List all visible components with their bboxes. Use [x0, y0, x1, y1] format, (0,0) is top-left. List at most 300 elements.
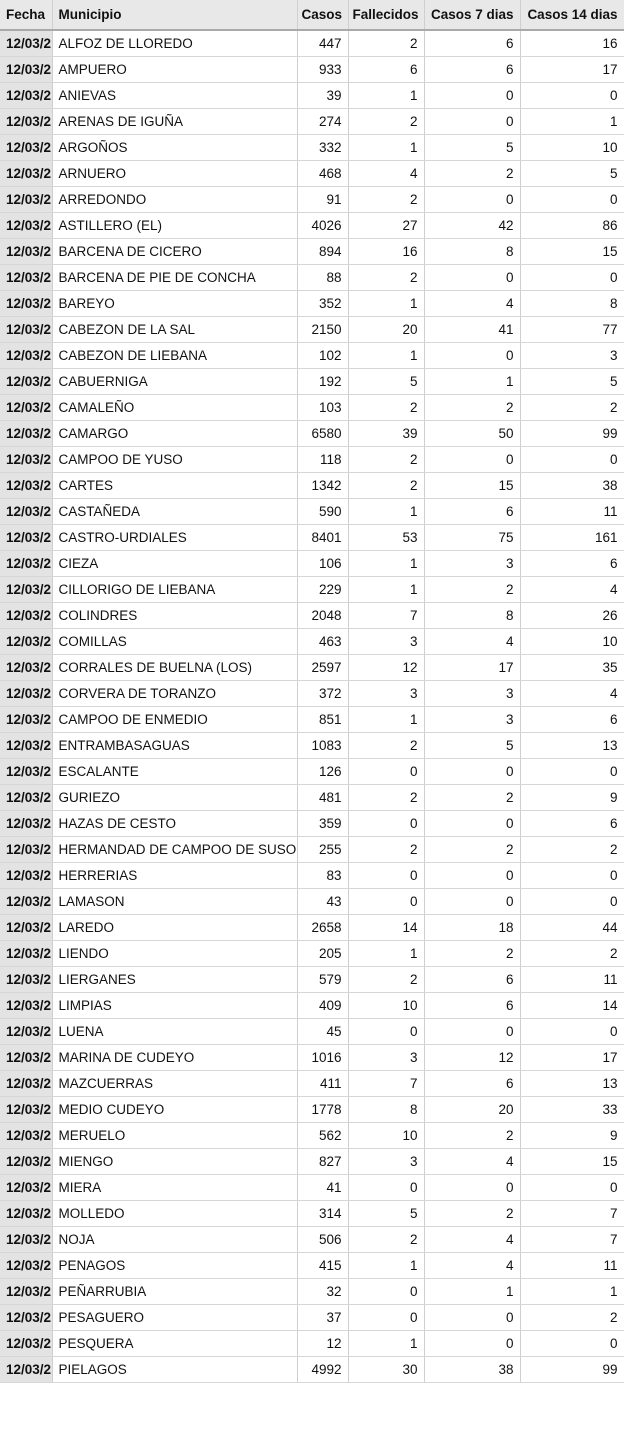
date-cell[interactable]: 12/03/2 — [0, 940, 52, 966]
casos-14-dias-cell[interactable]: 7 — [520, 1226, 624, 1252]
municipio-cell[interactable]: CILLORIGO DE LIEBANA — [52, 576, 297, 602]
casos-cell[interactable]: 8401 — [297, 524, 348, 550]
casos-14-dias-cell[interactable]: 4 — [520, 576, 624, 602]
fallecidos-cell[interactable]: 20 — [348, 316, 424, 342]
casos-cell[interactable]: 590 — [297, 498, 348, 524]
date-cell[interactable]: 12/03/2 — [0, 706, 52, 732]
date-cell[interactable]: 12/03/2 — [0, 394, 52, 420]
date-cell[interactable]: 12/03/2 — [0, 862, 52, 888]
municipio-cell[interactable]: BARCENA DE PIE DE CONCHA — [52, 264, 297, 290]
casos-7-dias-cell[interactable]: 2 — [424, 576, 520, 602]
casos-14-dias-cell[interactable]: 77 — [520, 316, 624, 342]
date-cell[interactable]: 12/03/2 — [0, 134, 52, 160]
municipio-cell[interactable]: LAMASON — [52, 888, 297, 914]
casos-7-dias-cell[interactable]: 8 — [424, 238, 520, 264]
municipio-cell[interactable]: BARCENA DE CICERO — [52, 238, 297, 264]
fallecidos-cell[interactable]: 16 — [348, 238, 424, 264]
municipio-cell[interactable]: CABUERNIGA — [52, 368, 297, 394]
date-cell[interactable]: 12/03/2 — [0, 30, 52, 56]
casos-cell[interactable]: 45 — [297, 1018, 348, 1044]
casos-14-dias-cell[interactable]: 0 — [520, 82, 624, 108]
casos-cell[interactable]: 851 — [297, 706, 348, 732]
casos-14-dias-cell[interactable]: 8 — [520, 290, 624, 316]
casos-7-dias-cell[interactable]: 1 — [424, 1278, 520, 1304]
fallecidos-cell[interactable]: 2 — [348, 732, 424, 758]
fallecidos-cell[interactable]: 10 — [348, 1122, 424, 1148]
casos-14-dias-cell[interactable]: 2 — [520, 940, 624, 966]
casos-cell[interactable]: 106 — [297, 550, 348, 576]
municipio-cell[interactable]: COLINDRES — [52, 602, 297, 628]
casos-7-dias-cell[interactable]: 42 — [424, 212, 520, 238]
column-header-municipio[interactable]: Municipio — [52, 0, 297, 30]
municipio-cell[interactable]: ARNUERO — [52, 160, 297, 186]
casos-7-dias-cell[interactable]: 0 — [424, 758, 520, 784]
casos-cell[interactable]: 481 — [297, 784, 348, 810]
casos-cell[interactable]: 468 — [297, 160, 348, 186]
date-cell[interactable]: 12/03/2 — [0, 1122, 52, 1148]
date-cell[interactable]: 12/03/2 — [0, 160, 52, 186]
casos-14-dias-cell[interactable]: 15 — [520, 238, 624, 264]
casos-cell[interactable]: 314 — [297, 1200, 348, 1226]
date-cell[interactable]: 12/03/2 — [0, 420, 52, 446]
date-cell[interactable]: 12/03/2 — [0, 810, 52, 836]
municipio-cell[interactable]: CABEZON DE LA SAL — [52, 316, 297, 342]
municipio-cell[interactable]: CARTES — [52, 472, 297, 498]
municipio-cell[interactable]: COMILLAS — [52, 628, 297, 654]
fallecidos-cell[interactable]: 3 — [348, 628, 424, 654]
date-cell[interactable]: 12/03/2 — [0, 784, 52, 810]
casos-7-dias-cell[interactable]: 75 — [424, 524, 520, 550]
fallecidos-cell[interactable]: 5 — [348, 368, 424, 394]
fallecidos-cell[interactable]: 2 — [348, 784, 424, 810]
casos-7-dias-cell[interactable]: 6 — [424, 56, 520, 82]
casos-7-dias-cell[interactable]: 0 — [424, 264, 520, 290]
fallecidos-cell[interactable]: 2 — [348, 264, 424, 290]
casos-14-dias-cell[interactable]: 6 — [520, 550, 624, 576]
municipio-cell[interactable]: CAMALEÑO — [52, 394, 297, 420]
casos-14-dias-cell[interactable]: 0 — [520, 862, 624, 888]
casos-7-dias-cell[interactable]: 15 — [424, 472, 520, 498]
fallecidos-cell[interactable]: 2 — [348, 394, 424, 420]
date-cell[interactable]: 12/03/2 — [0, 1226, 52, 1252]
casos-14-dias-cell[interactable]: 6 — [520, 810, 624, 836]
municipio-cell[interactable]: CAMPOO DE ENMEDIO — [52, 706, 297, 732]
casos-cell[interactable]: 562 — [297, 1122, 348, 1148]
fallecidos-cell[interactable]: 7 — [348, 602, 424, 628]
casos-14-dias-cell[interactable]: 99 — [520, 1356, 624, 1382]
municipio-cell[interactable]: GURIEZO — [52, 784, 297, 810]
casos-cell[interactable]: 579 — [297, 966, 348, 992]
casos-14-dias-cell[interactable]: 0 — [520, 264, 624, 290]
date-cell[interactable]: 12/03/2 — [0, 1148, 52, 1174]
casos-14-dias-cell[interactable]: 2 — [520, 394, 624, 420]
casos-7-dias-cell[interactable]: 12 — [424, 1044, 520, 1070]
fallecidos-cell[interactable]: 1 — [348, 82, 424, 108]
fallecidos-cell[interactable]: 5 — [348, 1200, 424, 1226]
date-cell[interactable]: 12/03/2 — [0, 1044, 52, 1070]
casos-cell[interactable]: 332 — [297, 134, 348, 160]
casos-cell[interactable]: 6580 — [297, 420, 348, 446]
date-cell[interactable]: 12/03/2 — [0, 186, 52, 212]
casos-cell[interactable]: 2048 — [297, 602, 348, 628]
fallecidos-cell[interactable]: 1 — [348, 342, 424, 368]
casos-14-dias-cell[interactable]: 10 — [520, 134, 624, 160]
municipio-cell[interactable]: MAZCUERRAS — [52, 1070, 297, 1096]
casos-14-dias-cell[interactable]: 0 — [520, 186, 624, 212]
casos-14-dias-cell[interactable]: 5 — [520, 160, 624, 186]
date-cell[interactable]: 12/03/2 — [0, 732, 52, 758]
casos-cell[interactable]: 2150 — [297, 316, 348, 342]
fallecidos-cell[interactable]: 30 — [348, 1356, 424, 1382]
fallecidos-cell[interactable]: 12 — [348, 654, 424, 680]
casos-7-dias-cell[interactable]: 3 — [424, 680, 520, 706]
municipio-cell[interactable]: CASTRO-URDIALES — [52, 524, 297, 550]
municipio-cell[interactable]: LIENDO — [52, 940, 297, 966]
casos-cell[interactable]: 372 — [297, 680, 348, 706]
casos-7-dias-cell[interactable]: 0 — [424, 888, 520, 914]
date-cell[interactable]: 12/03/2 — [0, 1018, 52, 1044]
casos-cell[interactable]: 506 — [297, 1226, 348, 1252]
casos-7-dias-cell[interactable]: 6 — [424, 498, 520, 524]
fallecidos-cell[interactable]: 2 — [348, 186, 424, 212]
municipio-cell[interactable]: BAREYO — [52, 290, 297, 316]
column-header-casos[interactable]: Casos — [297, 0, 348, 30]
fallecidos-cell[interactable]: 0 — [348, 862, 424, 888]
casos-14-dias-cell[interactable]: 5 — [520, 368, 624, 394]
casos-7-dias-cell[interactable]: 8 — [424, 602, 520, 628]
casos-cell[interactable]: 32 — [297, 1278, 348, 1304]
municipio-cell[interactable]: MARINA DE CUDEYO — [52, 1044, 297, 1070]
casos-cell[interactable]: 88 — [297, 264, 348, 290]
fallecidos-cell[interactable]: 1 — [348, 1252, 424, 1278]
municipio-cell[interactable]: PESQUERA — [52, 1330, 297, 1356]
casos-cell[interactable]: 2597 — [297, 654, 348, 680]
casos-cell[interactable]: 415 — [297, 1252, 348, 1278]
fallecidos-cell[interactable]: 7 — [348, 1070, 424, 1096]
casos-cell[interactable]: 933 — [297, 56, 348, 82]
municipio-cell[interactable]: CORRALES DE BUELNA (LOS) — [52, 654, 297, 680]
casos-cell[interactable]: 118 — [297, 446, 348, 472]
casos-cell[interactable]: 409 — [297, 992, 348, 1018]
date-cell[interactable]: 12/03/2 — [0, 654, 52, 680]
casos-14-dias-cell[interactable]: 3 — [520, 342, 624, 368]
fallecidos-cell[interactable]: 2 — [348, 472, 424, 498]
casos-7-dias-cell[interactable]: 4 — [424, 628, 520, 654]
casos-14-dias-cell[interactable]: 38 — [520, 472, 624, 498]
casos-7-dias-cell[interactable]: 18 — [424, 914, 520, 940]
fallecidos-cell[interactable]: 2 — [348, 966, 424, 992]
casos-7-dias-cell[interactable]: 6 — [424, 1070, 520, 1096]
casos-7-dias-cell[interactable]: 0 — [424, 1304, 520, 1330]
casos-14-dias-cell[interactable]: 16 — [520, 30, 624, 56]
date-cell[interactable]: 12/03/2 — [0, 836, 52, 862]
column-header-casos-14-dias[interactable]: Casos 14 dias — [520, 0, 624, 30]
casos-7-dias-cell[interactable]: 6 — [424, 992, 520, 1018]
column-header-fallecidos[interactable]: Fallecidos — [348, 0, 424, 30]
fallecidos-cell[interactable]: 2 — [348, 108, 424, 134]
municipio-cell[interactable]: ANIEVAS — [52, 82, 297, 108]
date-cell[interactable]: 12/03/2 — [0, 342, 52, 368]
casos-7-dias-cell[interactable]: 2 — [424, 160, 520, 186]
casos-14-dias-cell[interactable]: 0 — [520, 1174, 624, 1200]
casos-7-dias-cell[interactable]: 4 — [424, 290, 520, 316]
casos-cell[interactable]: 205 — [297, 940, 348, 966]
municipio-cell[interactable]: LIERGANES — [52, 966, 297, 992]
fallecidos-cell[interactable]: 0 — [348, 1278, 424, 1304]
fallecidos-cell[interactable]: 0 — [348, 810, 424, 836]
casos-7-dias-cell[interactable]: 0 — [424, 82, 520, 108]
fallecidos-cell[interactable]: 10 — [348, 992, 424, 1018]
casos-cell[interactable]: 37 — [297, 1304, 348, 1330]
casos-7-dias-cell[interactable]: 2 — [424, 1122, 520, 1148]
fallecidos-cell[interactable]: 8 — [348, 1096, 424, 1122]
municipio-cell[interactable]: PENAGOS — [52, 1252, 297, 1278]
casos-14-dias-cell[interactable]: 11 — [520, 1252, 624, 1278]
municipio-cell[interactable]: ALFOZ DE LLOREDO — [52, 30, 297, 56]
fallecidos-cell[interactable]: 53 — [348, 524, 424, 550]
casos-14-dias-cell[interactable]: 11 — [520, 498, 624, 524]
date-cell[interactable]: 12/03/2 — [0, 446, 52, 472]
casos-cell[interactable]: 39 — [297, 82, 348, 108]
fallecidos-cell[interactable]: 6 — [348, 56, 424, 82]
fallecidos-cell[interactable]: 0 — [348, 758, 424, 784]
fallecidos-cell[interactable]: 27 — [348, 212, 424, 238]
casos-14-dias-cell[interactable]: 0 — [520, 888, 624, 914]
casos-14-dias-cell[interactable]: 0 — [520, 758, 624, 784]
date-cell[interactable]: 12/03/2 — [0, 550, 52, 576]
date-cell[interactable]: 12/03/2 — [0, 680, 52, 706]
municipio-cell[interactable]: PIELAGOS — [52, 1356, 297, 1382]
casos-7-dias-cell[interactable]: 0 — [424, 446, 520, 472]
date-cell[interactable]: 12/03/2 — [0, 914, 52, 940]
casos-7-dias-cell[interactable]: 4 — [424, 1148, 520, 1174]
date-cell[interactable]: 12/03/2 — [0, 758, 52, 784]
casos-7-dias-cell[interactable]: 0 — [424, 108, 520, 134]
fallecidos-cell[interactable]: 2 — [348, 1226, 424, 1252]
date-cell[interactable]: 12/03/2 — [0, 1070, 52, 1096]
column-header-casos-7-dias[interactable]: Casos 7 dias — [424, 0, 520, 30]
municipio-cell[interactable]: ASTILLERO (EL) — [52, 212, 297, 238]
casos-14-dias-cell[interactable]: 1 — [520, 1278, 624, 1304]
casos-14-dias-cell[interactable]: 0 — [520, 446, 624, 472]
casos-7-dias-cell[interactable]: 4 — [424, 1226, 520, 1252]
municipio-cell[interactable]: LIMPIAS — [52, 992, 297, 1018]
fallecidos-cell[interactable]: 1 — [348, 550, 424, 576]
casos-cell[interactable]: 103 — [297, 394, 348, 420]
municipio-cell[interactable]: CABEZON DE LIEBANA — [52, 342, 297, 368]
date-cell[interactable]: 12/03/2 — [0, 368, 52, 394]
casos-14-dias-cell[interactable]: 17 — [520, 56, 624, 82]
date-cell[interactable]: 12/03/2 — [0, 472, 52, 498]
municipio-cell[interactable]: HERMANDAD DE CAMPOO DE SUSO — [52, 836, 297, 862]
municipio-cell[interactable]: ARENAS DE IGUÑA — [52, 108, 297, 134]
fallecidos-cell[interactable]: 2 — [348, 446, 424, 472]
casos-14-dias-cell[interactable]: 26 — [520, 602, 624, 628]
fallecidos-cell[interactable]: 0 — [348, 1018, 424, 1044]
casos-14-dias-cell[interactable]: 9 — [520, 784, 624, 810]
casos-14-dias-cell[interactable]: 35 — [520, 654, 624, 680]
date-cell[interactable]: 12/03/2 — [0, 1096, 52, 1122]
casos-7-dias-cell[interactable]: 2 — [424, 836, 520, 862]
date-cell[interactable]: 12/03/2 — [0, 264, 52, 290]
casos-7-dias-cell[interactable]: 0 — [424, 1174, 520, 1200]
casos-14-dias-cell[interactable]: 1 — [520, 108, 624, 134]
municipio-cell[interactable]: HERRERIAS — [52, 862, 297, 888]
casos-cell[interactable]: 91 — [297, 186, 348, 212]
casos-cell[interactable]: 359 — [297, 810, 348, 836]
casos-7-dias-cell[interactable]: 0 — [424, 186, 520, 212]
municipio-cell[interactable]: MOLLEDO — [52, 1200, 297, 1226]
casos-14-dias-cell[interactable]: 6 — [520, 706, 624, 732]
date-cell[interactable]: 12/03/2 — [0, 992, 52, 1018]
municipio-cell[interactable]: MERUELO — [52, 1122, 297, 1148]
fallecidos-cell[interactable]: 0 — [348, 888, 424, 914]
casos-7-dias-cell[interactable]: 5 — [424, 732, 520, 758]
casos-14-dias-cell[interactable]: 10 — [520, 628, 624, 654]
casos-cell[interactable]: 12 — [297, 1330, 348, 1356]
fallecidos-cell[interactable]: 2 — [348, 836, 424, 862]
casos-cell[interactable]: 2658 — [297, 914, 348, 940]
casos-cell[interactable]: 1016 — [297, 1044, 348, 1070]
casos-7-dias-cell[interactable]: 4 — [424, 1252, 520, 1278]
casos-cell[interactable]: 463 — [297, 628, 348, 654]
column-header-fecha[interactable]: Fecha — [0, 0, 52, 30]
municipio-cell[interactable]: AMPUERO — [52, 56, 297, 82]
casos-14-dias-cell[interactable]: 7 — [520, 1200, 624, 1226]
casos-cell[interactable]: 894 — [297, 238, 348, 264]
municipio-cell[interactable]: MEDIO CUDEYO — [52, 1096, 297, 1122]
casos-7-dias-cell[interactable]: 3 — [424, 550, 520, 576]
casos-7-dias-cell[interactable]: 20 — [424, 1096, 520, 1122]
municipio-cell[interactable]: CAMPOO DE YUSO — [52, 446, 297, 472]
municipio-cell[interactable]: CIEZA — [52, 550, 297, 576]
date-cell[interactable]: 12/03/2 — [0, 628, 52, 654]
fallecidos-cell[interactable]: 1 — [348, 134, 424, 160]
casos-14-dias-cell[interactable]: 161 — [520, 524, 624, 550]
casos-14-dias-cell[interactable]: 2 — [520, 836, 624, 862]
casos-cell[interactable]: 43 — [297, 888, 348, 914]
casos-14-dias-cell[interactable]: 14 — [520, 992, 624, 1018]
fallecidos-cell[interactable]: 3 — [348, 680, 424, 706]
casos-cell[interactable]: 1342 — [297, 472, 348, 498]
casos-cell[interactable]: 126 — [297, 758, 348, 784]
casos-7-dias-cell[interactable]: 0 — [424, 862, 520, 888]
casos-cell[interactable]: 83 — [297, 862, 348, 888]
casos-7-dias-cell[interactable]: 5 — [424, 134, 520, 160]
municipio-cell[interactable]: ARREDONDO — [52, 186, 297, 212]
municipio-cell[interactable]: PEÑARRUBIA — [52, 1278, 297, 1304]
municipio-cell[interactable]: CORVERA DE TORANZO — [52, 680, 297, 706]
casos-7-dias-cell[interactable]: 2 — [424, 784, 520, 810]
casos-14-dias-cell[interactable]: 86 — [520, 212, 624, 238]
casos-7-dias-cell[interactable]: 2 — [424, 1200, 520, 1226]
casos-cell[interactable]: 4992 — [297, 1356, 348, 1382]
fallecidos-cell[interactable]: 3 — [348, 1148, 424, 1174]
casos-cell[interactable]: 102 — [297, 342, 348, 368]
casos-14-dias-cell[interactable]: 11 — [520, 966, 624, 992]
municipio-cell[interactable]: MIENGO — [52, 1148, 297, 1174]
fallecidos-cell[interactable]: 1 — [348, 940, 424, 966]
casos-7-dias-cell[interactable]: 0 — [424, 1330, 520, 1356]
casos-14-dias-cell[interactable]: 15 — [520, 1148, 624, 1174]
date-cell[interactable]: 12/03/2 — [0, 1200, 52, 1226]
casos-14-dias-cell[interactable]: 33 — [520, 1096, 624, 1122]
casos-7-dias-cell[interactable]: 0 — [424, 1018, 520, 1044]
date-cell[interactable]: 12/03/2 — [0, 524, 52, 550]
municipio-cell[interactable]: HAZAS DE CESTO — [52, 810, 297, 836]
municipio-cell[interactable]: ENTRAMBASAGUAS — [52, 732, 297, 758]
date-cell[interactable]: 12/03/2 — [0, 316, 52, 342]
date-cell[interactable]: 12/03/2 — [0, 498, 52, 524]
fallecidos-cell[interactable]: 0 — [348, 1304, 424, 1330]
casos-7-dias-cell[interactable]: 3 — [424, 706, 520, 732]
date-cell[interactable]: 12/03/2 — [0, 1304, 52, 1330]
date-cell[interactable]: 12/03/2 — [0, 888, 52, 914]
municipio-cell[interactable]: MIERA — [52, 1174, 297, 1200]
date-cell[interactable]: 12/03/2 — [0, 602, 52, 628]
municipio-cell[interactable]: ARGOÑOS — [52, 134, 297, 160]
casos-cell[interactable]: 1083 — [297, 732, 348, 758]
casos-cell[interactable]: 41 — [297, 1174, 348, 1200]
casos-14-dias-cell[interactable]: 0 — [520, 1330, 624, 1356]
casos-7-dias-cell[interactable]: 2 — [424, 940, 520, 966]
date-cell[interactable]: 12/03/2 — [0, 290, 52, 316]
casos-7-dias-cell[interactable]: 1 — [424, 368, 520, 394]
casos-cell[interactable]: 447 — [297, 30, 348, 56]
casos-cell[interactable]: 1778 — [297, 1096, 348, 1122]
fallecidos-cell[interactable]: 4 — [348, 160, 424, 186]
fallecidos-cell[interactable]: 1 — [348, 290, 424, 316]
casos-14-dias-cell[interactable]: 13 — [520, 732, 624, 758]
fallecidos-cell[interactable]: 2 — [348, 30, 424, 56]
casos-14-dias-cell[interactable]: 99 — [520, 420, 624, 446]
date-cell[interactable]: 12/03/2 — [0, 1330, 52, 1356]
casos-cell[interactable]: 4026 — [297, 212, 348, 238]
casos-7-dias-cell[interactable]: 6 — [424, 30, 520, 56]
casos-cell[interactable]: 411 — [297, 1070, 348, 1096]
date-cell[interactable]: 12/03/2 — [0, 108, 52, 134]
casos-cell[interactable]: 274 — [297, 108, 348, 134]
date-cell[interactable]: 12/03/2 — [0, 82, 52, 108]
casos-14-dias-cell[interactable]: 4 — [520, 680, 624, 706]
fallecidos-cell[interactable]: 14 — [348, 914, 424, 940]
casos-cell[interactable]: 255 — [297, 836, 348, 862]
casos-cell[interactable]: 192 — [297, 368, 348, 394]
date-cell[interactable]: 12/03/2 — [0, 1252, 52, 1278]
casos-cell[interactable]: 229 — [297, 576, 348, 602]
municipio-cell[interactable]: CAMARGO — [52, 420, 297, 446]
date-cell[interactable]: 12/03/2 — [0, 576, 52, 602]
casos-14-dias-cell[interactable]: 44 — [520, 914, 624, 940]
fallecidos-cell[interactable]: 0 — [348, 1174, 424, 1200]
fallecidos-cell[interactable]: 1 — [348, 576, 424, 602]
date-cell[interactable]: 12/03/2 — [0, 1174, 52, 1200]
date-cell[interactable]: 12/03/2 — [0, 56, 52, 82]
casos-14-dias-cell[interactable]: 17 — [520, 1044, 624, 1070]
casos-14-dias-cell[interactable]: 2 — [520, 1304, 624, 1330]
casos-7-dias-cell[interactable]: 0 — [424, 810, 520, 836]
municipio-cell[interactable]: LAREDO — [52, 914, 297, 940]
municipio-cell[interactable]: CASTAÑEDA — [52, 498, 297, 524]
casos-7-dias-cell[interactable]: 2 — [424, 394, 520, 420]
casos-cell[interactable]: 352 — [297, 290, 348, 316]
casos-14-dias-cell[interactable]: 0 — [520, 1018, 624, 1044]
date-cell[interactable]: 12/03/2 — [0, 238, 52, 264]
municipio-cell[interactable]: PESAGUERO — [52, 1304, 297, 1330]
fallecidos-cell[interactable]: 1 — [348, 706, 424, 732]
casos-14-dias-cell[interactable]: 9 — [520, 1122, 624, 1148]
casos-7-dias-cell[interactable]: 50 — [424, 420, 520, 446]
